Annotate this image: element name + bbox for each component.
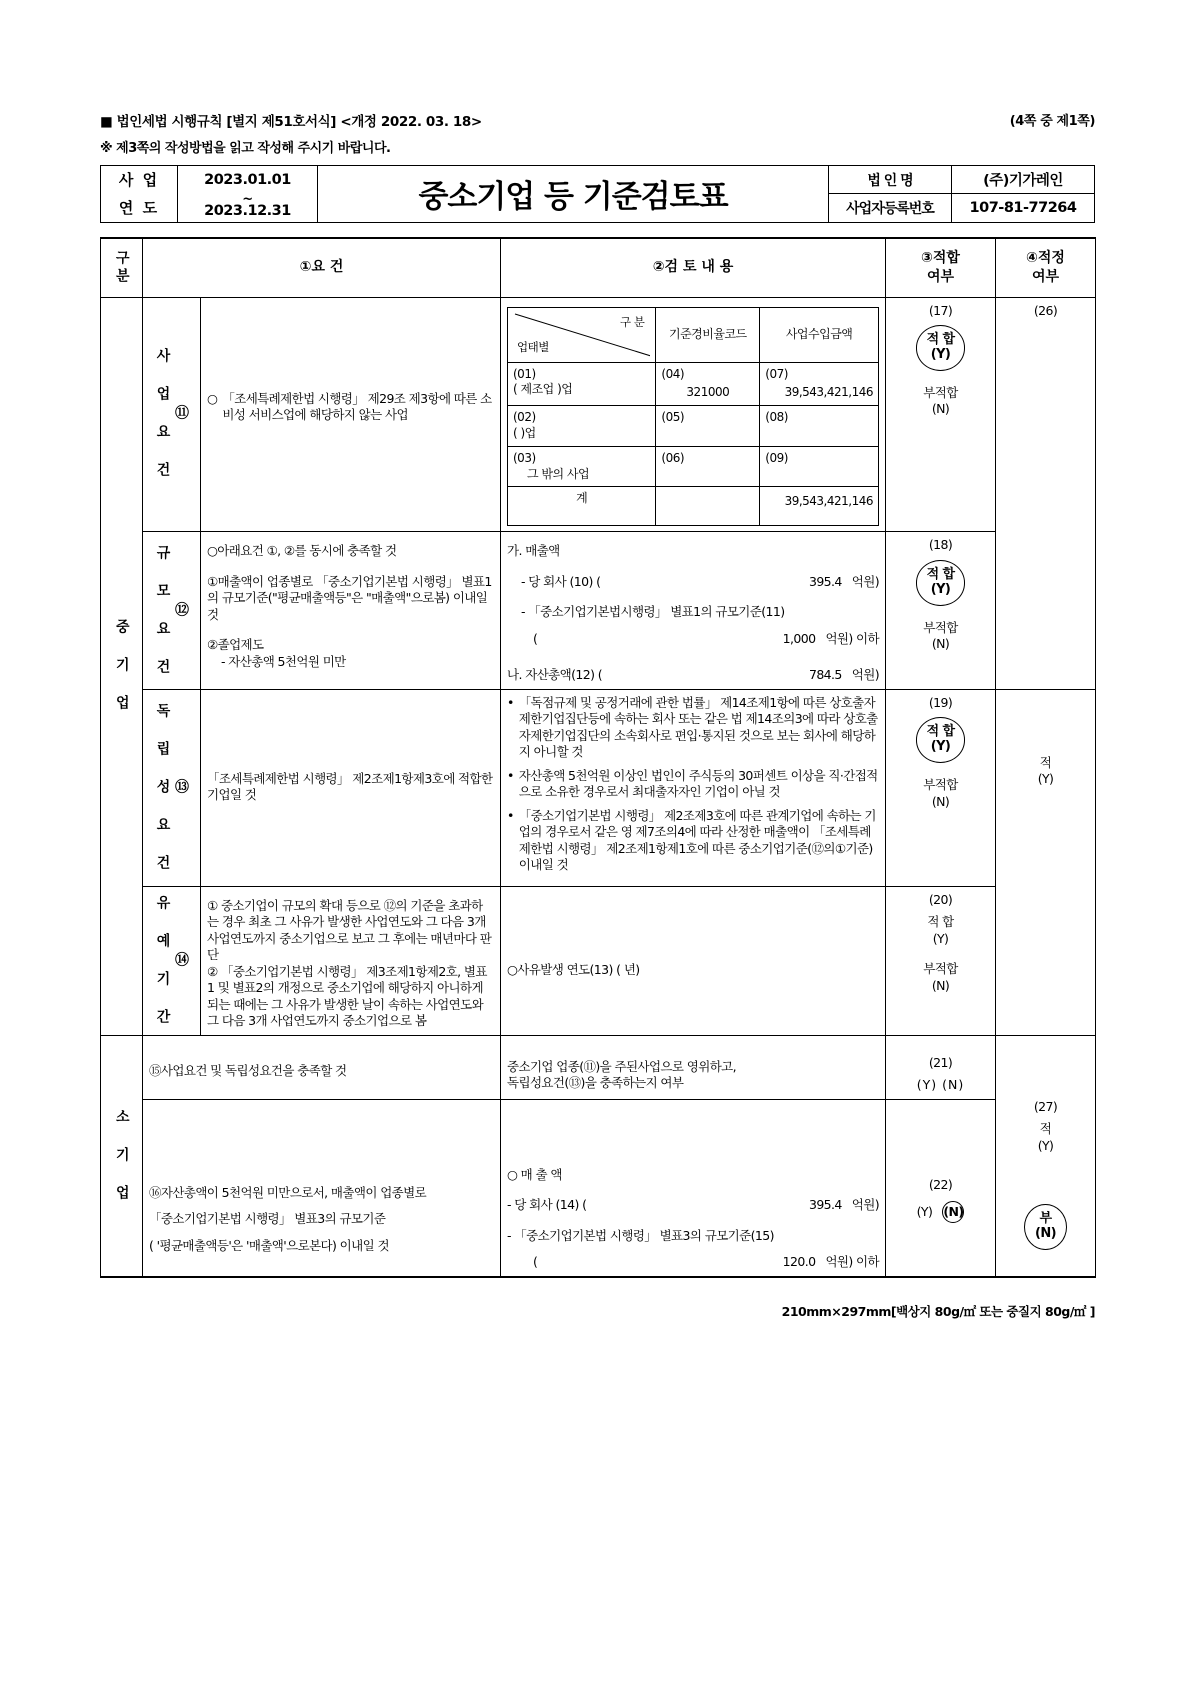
row12-fit-no-option[interactable] xyxy=(923,620,957,652)
row11-fit-number: (17) xyxy=(928,302,953,318)
col-header-review: ②검 토 내 용 xyxy=(501,238,886,298)
row16-rev-std-label: - 「중소기업기본법 시행령」 별표3의 규모기준(15) xyxy=(507,1227,774,1243)
row15-fit-number: (21) xyxy=(928,1054,953,1070)
business-income-head-category xyxy=(508,307,656,362)
col-header-valid-l1: ④적정 xyxy=(1026,250,1065,267)
business-income-total-code xyxy=(656,487,760,526)
row12-rev-b-value: 784.5 xyxy=(808,667,842,683)
row14-number-cell xyxy=(143,886,201,1035)
col-header-gubun xyxy=(101,238,143,298)
row12-rev-a-self-unit: 억원) xyxy=(851,573,879,589)
row13-fit-no-mark: (N) xyxy=(931,793,950,809)
row16-rev-self xyxy=(507,1197,879,1214)
row14-fit-spacer xyxy=(892,947,989,961)
row11-requirement-text: 「조세특례제한법 시행령」 제29조 제3항에 따른 소비성 서비스업에 해당하지 않는 사업 xyxy=(222,390,492,422)
row11-fit-no-option[interactable] xyxy=(923,385,957,417)
form-reference-text: ■ 법인세법 시행규칙 [별지 제51호서식] <개정 2022. 03. 18> xyxy=(100,114,482,130)
business-income-no-01: (01) xyxy=(513,366,536,381)
row12-requirement-cell xyxy=(201,532,501,690)
row14-vertical-label: 유 예 기 간 xyxy=(154,894,171,1027)
row12-rev-a-std-label: - 「중소기업기본법시행령」 별표1의 규모기준(11) xyxy=(521,604,785,620)
row16-rev-std-value: 120.0 xyxy=(782,1254,816,1270)
page-title: 중소기업 등 기준검토표 xyxy=(318,166,829,223)
valid-sme2-yes[interactable] xyxy=(1002,755,1089,788)
col-header-fit-l1: ③적합 xyxy=(921,250,960,267)
row16-req-l3: ( '평균매출액등'은 '매출액'으로본다) 이내일 것 xyxy=(149,1237,389,1253)
row12-rev-a-std-value: 1,000 xyxy=(782,630,816,646)
table-row-13 xyxy=(101,689,1096,886)
row11-number-cell xyxy=(143,297,201,532)
col-header-requirement: ①요 건 xyxy=(143,238,501,298)
paper-spec-footer: 210mm×297mm[백상지 80g/㎡ 또는 중질지 80g/㎡ ] xyxy=(781,1303,1095,1319)
row16-requirement-cell xyxy=(143,1099,501,1277)
col-header-valid xyxy=(996,238,1096,298)
row16-review-cell xyxy=(501,1099,886,1277)
row12-fit-no-label: 부적합 xyxy=(923,619,958,635)
col-header-fit xyxy=(886,238,996,298)
row13-fit-number: (19) xyxy=(928,694,953,710)
row12-req-2: ②졸업제도 xyxy=(207,637,264,653)
row13-dot-icon-3: • xyxy=(507,807,514,823)
col-header-valid-l2: 여부 xyxy=(1031,268,1060,285)
form-reference xyxy=(100,110,482,130)
row13-fit-yes-mark: (Y) xyxy=(930,739,951,755)
row13-review-item-2: 자산총액 5천억원 이상인 법인이 주식등의 30퍼센트 이상을 직·간접적으로 소유한 경우로서 최대출자자인 기업이 아닐 것 xyxy=(518,767,878,800)
row12-rev-a-std-unit: 억원) 이하 xyxy=(825,630,879,646)
business-income-label-01: ( 제조업 )업 xyxy=(513,382,573,397)
row14-number: ⑭ xyxy=(172,951,189,970)
row12-fit-number: (18) xyxy=(928,537,953,553)
row12-rev-a-std xyxy=(507,631,879,648)
business-year-label-1: 사 업 xyxy=(101,166,178,194)
row13-review-item xyxy=(507,695,879,761)
business-year-label-2: 연 도 xyxy=(101,194,178,223)
business-income-label-02: ( )업 xyxy=(513,425,536,440)
valid-sme2-cell[interactable] xyxy=(996,689,1096,1035)
row13-fit-yes-label: 적 합 xyxy=(926,724,955,740)
row15-review-l2: 독립성요건(⑬)을 충족하는지 여부 xyxy=(507,1075,684,1091)
row15-fit-marks[interactable]: (Y) (N) xyxy=(916,1077,965,1093)
row16-rev-self-unit: 억원) xyxy=(851,1197,879,1213)
row13-review-item xyxy=(507,808,879,874)
row13-review-item xyxy=(507,768,879,801)
business-income-total-row xyxy=(508,487,879,526)
row12-rev-a-title: 가. 매출액 xyxy=(507,543,560,559)
row12-rev-a-std-open: ( xyxy=(533,630,538,646)
form-notice: ※ 제3쪽의 작성방법을 읽고 작성해 주시기 바랍니다. xyxy=(100,141,391,156)
section-label-small-text: 소 기 업 xyxy=(113,1108,130,1203)
row16-fit-cell[interactable] xyxy=(886,1099,996,1277)
row13-vertical-label: 독 립 성 요 건 xyxy=(154,702,171,873)
valid-small-no-mark: (N) xyxy=(1035,1226,1056,1242)
row13-fit-no-label: 부적합 xyxy=(923,777,958,793)
section-label-sme xyxy=(101,297,143,1035)
row12-rev-b-label: 나. 자산총액(12) ( xyxy=(507,667,603,683)
row11-review-cell xyxy=(501,297,886,532)
row14-fit-no-option[interactable] xyxy=(923,961,957,993)
row13-fit-yes-stamp[interactable] xyxy=(916,717,966,763)
business-income-no-04: (04) xyxy=(661,366,685,381)
business-income-row xyxy=(508,406,879,447)
row14-fit-yes-mark: (Y) xyxy=(932,930,949,946)
row11-number: ⑪ xyxy=(172,405,189,424)
table-row-15 xyxy=(101,1035,1096,1099)
business-income-head-code: 기준경비율코드 xyxy=(656,307,760,362)
row16-fit-number: (22) xyxy=(928,1176,953,1192)
row16-fit-no-stamp[interactable]: (N) xyxy=(942,1201,964,1223)
valid-small-yes-label: 적 xyxy=(1039,1121,1052,1137)
table-header-row xyxy=(101,238,1096,298)
row14-fit-number: (20) xyxy=(928,891,953,907)
valid-sme2-yes-mark: (Y) xyxy=(1037,771,1054,787)
business-income-cell-label xyxy=(508,362,656,406)
business-income-row xyxy=(508,362,879,406)
valid-sme-cell[interactable] xyxy=(996,297,1096,689)
business-income-head-gubun: 구 분 xyxy=(620,314,645,329)
business-income-no-08: (08) xyxy=(765,410,788,425)
row12-fit-yes-stamp[interactable] xyxy=(916,560,966,606)
corp-name-label: 법 인 명 xyxy=(829,166,952,194)
business-income-no-09: (09) xyxy=(765,450,788,465)
business-income-cell-label xyxy=(508,446,656,487)
row14-review-text: ○사유발생 연도(13) ( 년) xyxy=(507,961,640,977)
table-row-11 xyxy=(101,297,1096,532)
page-reference: (4쪽 중 제1쪽) xyxy=(1009,114,1095,129)
row13-review-cell xyxy=(501,689,886,886)
row15-requirement-text: ⑮사업요건 및 독립성요건을 충족할 것 xyxy=(149,1062,347,1078)
col-header-gubun-label: 구분 xyxy=(113,249,130,286)
valid-small-yes[interactable] xyxy=(1002,1121,1089,1154)
row11-requirement-cell xyxy=(201,297,501,532)
year-tilde: ~ xyxy=(242,191,253,207)
business-income-total-amount-value: 39,543,421,146 xyxy=(784,494,873,509)
row12-number-cell xyxy=(143,532,201,690)
row13-fit-spacer xyxy=(892,763,989,777)
row15-review-cell xyxy=(501,1035,886,1099)
business-income-no-07: (07) xyxy=(765,366,788,381)
valid-small-yes-mark: (Y) xyxy=(1037,1137,1054,1153)
valid-sme-number: (26) xyxy=(1033,302,1058,318)
row13-number-cell xyxy=(143,689,201,886)
row16-req-l2: 「중소기업기본법 시행령」 별표3의 규모기준 xyxy=(149,1211,386,1227)
row12-req-1: ①매출액이 업종별로 「중소기업기본법 시행령」 별표1의 규모기준("평균매출액등"은 "매출액"으로봄) 이내일 것 xyxy=(207,573,492,622)
row16-rev-self-value: 395.4 xyxy=(808,1197,842,1213)
row13-review-item-3: 「중소기업기본법 시행령」 제2조제3호에 따른 관계기업에 속하는 기업의 경우로서 같은 영 제7조의4에 따라 산정한 매출액이 「조세특례제한법 시행령」 제2조제1항제1호에 따른 중소기업기준(⑫의①기준) 이내일 것 xyxy=(518,807,876,873)
row11-vertical-label: 사 업 요 건 xyxy=(154,348,171,481)
business-income-cell-code xyxy=(656,446,760,487)
row12-fit-no-mark: (N) xyxy=(931,636,950,652)
row12-vertical-label: 규 모 요 건 xyxy=(154,544,171,677)
business-income-code-value: 321000 xyxy=(686,385,730,400)
col-header-fit-l2: 여부 xyxy=(926,268,955,285)
business-year-to xyxy=(178,191,318,223)
row14-fit-cell[interactable] xyxy=(886,886,996,1035)
row14-req-2: ② 「중소기업기본법 시행령」 제3조제1항제2호, 별표1 및 별표2의 개정으로 중소기업에 해당하지 아니하게 되는 때에는 그 사유가 발생한 날이 속하는 사업연도와 그 다음 3개 사업연도까지 중소기업으로 봄 xyxy=(207,963,487,1029)
business-income-total-label: 계 xyxy=(508,487,656,526)
section-label-sme-text: 중 기 업 xyxy=(113,619,130,714)
business-income-no-03: (03) xyxy=(513,450,536,465)
row16-fit-marks[interactable] xyxy=(892,1201,989,1223)
row12-fit-yes-mark: (Y) xyxy=(930,581,951,597)
row13-fit-cell[interactable] xyxy=(886,689,996,886)
row12-rev-a-self-value: 395.4 xyxy=(808,573,842,589)
business-income-amount-value: 39,543,421,146 xyxy=(784,385,873,400)
row15-review-l1: 중소기업 업종(⑪)을 주된사업으로 영위하고, xyxy=(507,1058,737,1074)
row16-rev-std-open: ( xyxy=(533,1254,538,1270)
valid-small-no-stamp[interactable] xyxy=(1024,1204,1067,1250)
business-year-to-value: 2023.12.31 xyxy=(204,202,291,219)
row12-fit-cell[interactable] xyxy=(886,532,996,690)
valid-small-cell[interactable] xyxy=(996,1035,1096,1277)
valid-sme2-yes-label: 적 xyxy=(1039,754,1052,770)
business-income-table xyxy=(507,307,879,527)
business-income-cell-amount xyxy=(760,446,879,487)
row13-review-item-1: 「독점규제 및 공정거래에 관한 법률」 제14조제1항에 따른 상호출자제한기업집단등에 속하는 회사 또는 같은 법 제14조의3에 따라 상호출자제한기업집단의 소속회사로 편입·통지된 것으로 보는 회사에 해당하지 아니할 것 xyxy=(518,694,878,760)
row16-rev-self-label: - 당 회사 (14) ( xyxy=(507,1197,587,1213)
row11-bullet-icon: ○ xyxy=(207,390,218,406)
row12-number: ⑫ xyxy=(172,601,189,620)
row11-fit-yes-label: 적 합 xyxy=(926,332,955,347)
business-income-cell-code xyxy=(656,362,760,406)
section-label-small xyxy=(101,1035,143,1277)
business-income-label-03: 그 밖의 사업 xyxy=(527,466,590,481)
row13-dot-icon-2: • xyxy=(507,767,514,783)
business-income-row xyxy=(508,446,879,487)
row12-rev-b xyxy=(507,667,879,684)
row13-requirement-cell xyxy=(201,689,501,886)
row12-req-2-sub: - 자산총액 5천억원 미만 xyxy=(221,653,346,669)
biz-no-label: 사업자등록번호 xyxy=(829,194,952,223)
business-income-cell-code xyxy=(656,406,760,447)
row11-fit-yes-mark: (Y) xyxy=(930,346,951,362)
row14-fit-no-mark: (N) xyxy=(931,977,950,993)
row11-fit-cell[interactable] xyxy=(886,297,996,532)
row11-fit-no-label: 부적합 xyxy=(923,384,958,400)
row16-rev-std-unit: 억원) 이하 xyxy=(825,1254,879,1270)
table-row-16 xyxy=(101,1099,1096,1277)
row14-fit-no-label: 부적합 xyxy=(923,961,958,977)
business-income-header-row xyxy=(508,307,879,362)
row12-fit-spacer xyxy=(892,606,989,620)
row13-requirement-text: 「조세특례제한법 시행령」 제2조제1항제3호에 적합한 기업일 것 xyxy=(207,770,493,803)
biz-no-value: 107-81-77264 xyxy=(952,194,1095,223)
row14-requirement-cell xyxy=(201,886,501,1035)
business-income-head-amount: 사업수입금액 xyxy=(760,307,879,362)
row14-review-cell xyxy=(501,886,886,1035)
row12-review-cell xyxy=(501,532,886,690)
row15-requirement-cell xyxy=(143,1035,501,1099)
business-income-total-amount xyxy=(760,487,879,526)
business-income-no-02: (02) xyxy=(513,410,536,425)
form-title-table xyxy=(100,165,1095,223)
row15-fit-cell[interactable] xyxy=(886,1035,996,1099)
row14-fit-yes-option[interactable] xyxy=(927,914,953,946)
business-income-head-upte: 업태별 xyxy=(517,340,549,355)
business-income-cell-label xyxy=(508,406,656,447)
row12-req-head: ○아래요건 ①, ②를 동시에 충족할 것 xyxy=(207,543,397,559)
business-year-from: 2023.01.01 xyxy=(178,166,318,194)
row11-fit-spacer xyxy=(892,371,989,385)
business-income-no-06: (06) xyxy=(661,450,685,465)
row13-dot-icon-1: • xyxy=(507,694,514,710)
row12-fit-yes-label: 적 합 xyxy=(926,566,955,582)
row11-fit-yes-stamp[interactable] xyxy=(916,325,966,371)
business-income-cell-amount xyxy=(760,362,879,406)
table-row-14 xyxy=(101,886,1096,1035)
row12-rev-a-self xyxy=(507,574,879,591)
row16-req-l1: ⑯자산총액이 5천억원 미만으로서, 매출액이 업종별로 xyxy=(149,1184,427,1200)
row11-fit-no-mark: (N) xyxy=(931,401,950,417)
business-income-no-05: (05) xyxy=(661,410,685,425)
business-income-cell-amount xyxy=(760,406,879,447)
row13-number: ⑬ xyxy=(172,778,189,797)
row14-fit-yes-label: 적 합 xyxy=(927,914,954,930)
row16-rev-std xyxy=(507,1254,879,1271)
row16-fit-yes-mark[interactable]: (Y) xyxy=(916,1204,933,1220)
valid-small-number: (27) xyxy=(1033,1098,1058,1114)
row13-fit-no-option[interactable] xyxy=(923,777,957,809)
row16-rev-title: ○ 매 출 액 xyxy=(507,1166,562,1182)
row12-rev-a-self-label: - 당 회사 (10) ( xyxy=(521,573,601,589)
row12-rev-b-unit: 억원) xyxy=(851,667,879,683)
criteria-review-table xyxy=(100,237,1096,1278)
row14-req-1: ① 중소기업이 규모의 확대 등으로 ⑫의 기준을 초과하는 경우 최초 그 사유가 발생한 사업연도와 그 다음 3개사업연도까지 중소기업으로 보고 그 후에는 매년마다 판단 xyxy=(207,897,492,963)
table-row-12 xyxy=(101,532,1096,690)
corp-name-value: (주)기가레인 xyxy=(952,166,1095,194)
form-header-line xyxy=(100,110,1095,130)
valid-small-no[interactable] xyxy=(1002,1204,1089,1250)
valid-small-no-label: 부 xyxy=(1039,1211,1052,1227)
